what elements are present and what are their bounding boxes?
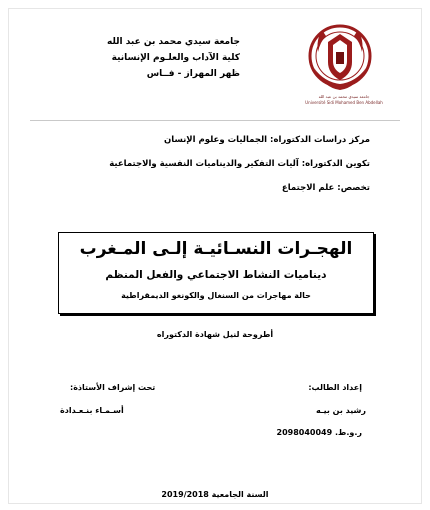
doctoral-center: مركز دراسات الدكتوراه: الجماليات وعلوم الإنسان	[164, 135, 370, 145]
header-separator	[30, 120, 400, 121]
thesis-title: الهجـرات النسـائيـة إلـى المـغرب	[79, 239, 353, 259]
academic-year: السنة الجامعية 2019/2018	[161, 490, 269, 499]
supervision-label: تحت إشراف الأستاذة:	[70, 383, 156, 392]
logo-caption-fr: Université Sidi Mohamed Ben Abdellah	[305, 100, 383, 105]
thesis-subtitle: ديناميات النشاط الاجتماعي والفعل المنظم	[105, 269, 327, 281]
faculty-name: كلية الآداب والعلـوم الإنسانية	[111, 53, 240, 63]
supervisor-name: أسـمـاء بنـعـدادة	[60, 406, 124, 415]
doctoral-training: تكوين الدكتوراه: آليات التفكير والديناميات النفسية والاجتماعية	[109, 159, 370, 169]
title-box	[58, 232, 374, 314]
thesis-note: أطروحة لنيل شهادة الدكتوراه	[156, 330, 274, 339]
prepared-by-label: إعداد الطالب:	[308, 383, 362, 392]
institution-header	[60, 34, 240, 82]
student-id-value: 2098040049	[276, 428, 333, 437]
student-name: رشيد بن بيـه	[316, 406, 366, 415]
university-name: جامعة سيدي محمد بن عبد الله	[106, 37, 240, 47]
logo-caption	[296, 94, 392, 106]
campus-name: ظهر المهراز - فــاس	[146, 69, 240, 79]
student-id-label: ر.و.ط.	[334, 428, 362, 437]
program-info	[50, 128, 370, 200]
thesis-case: حالة مهاجرات من السنغال والكونغو الديمقراطية	[121, 291, 311, 300]
student-id	[277, 428, 362, 437]
specialization: تخصص: علم الاجتماع	[281, 183, 370, 193]
logo-caption-ar: جامعة سيدي محمد بن عبد الله	[318, 94, 370, 99]
